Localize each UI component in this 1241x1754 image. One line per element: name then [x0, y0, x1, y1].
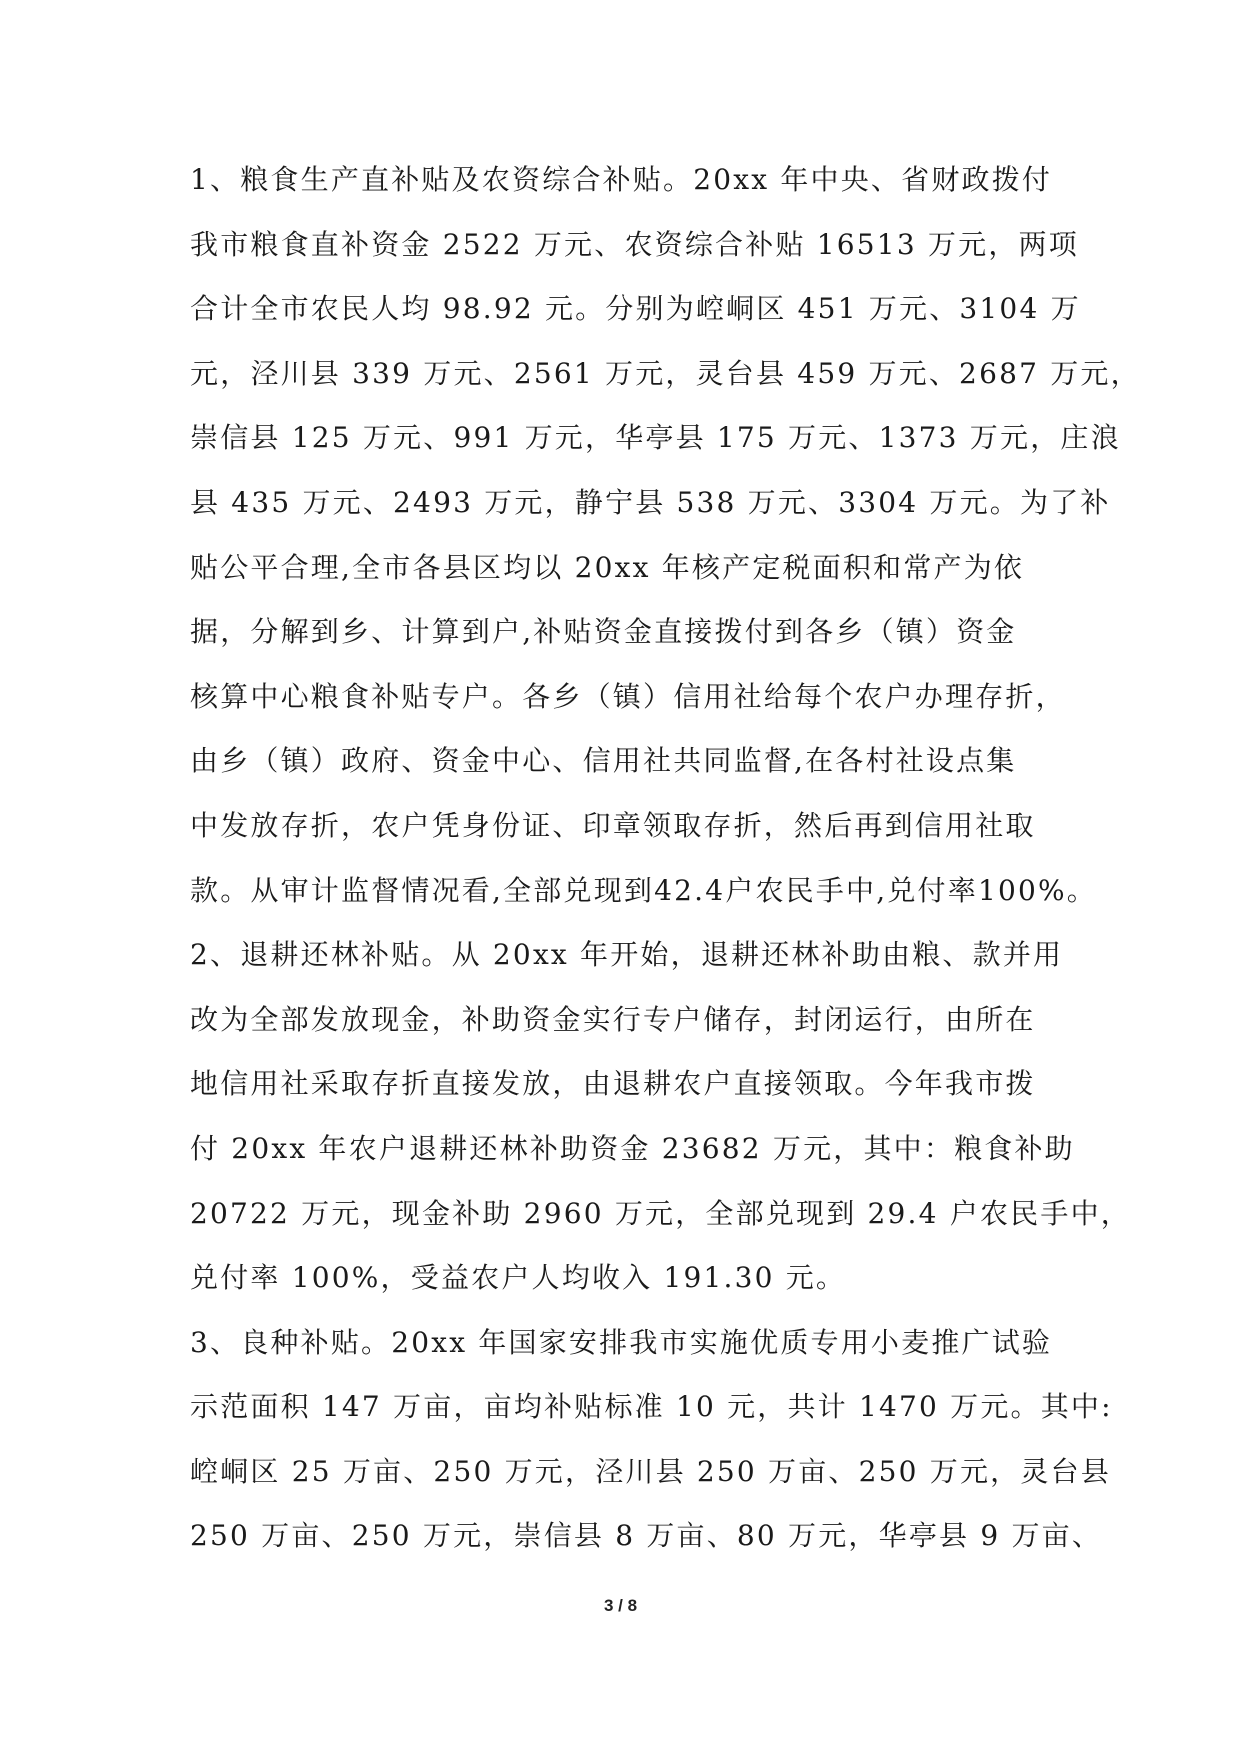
text-line: 改为全部发放现金，补助资金实行专户储存，封闭运行，由所在 — [190, 1002, 1036, 1036]
text-line: 核算中心粮食补贴专户。各乡（镇）信用社给每个农户办理存折， — [190, 679, 1066, 713]
text-line: 中发放存折，农户凭身份证、印章领取存折，然后再到信用社取 — [190, 808, 1036, 842]
body-text — [190, 148, 1141, 1569]
text-line: 地信用社采取存折直接发放，由退耕农户直接领取。今年我市拨 — [190, 1067, 1036, 1101]
page-number: 3 / 8 — [603, 1596, 638, 1615]
text-line: 3、良种补贴。20xx 年国家安排我市实施优质专用小麦推广试验 — [190, 1325, 1053, 1359]
text-line: 付 20xx 年农户退耕还林补助资金 23682 万元，其中：粮食补助 — [190, 1131, 1075, 1165]
text-line: 我市粮食直补资金 2522 万元、农资综合补贴 16513 万元，两项 — [190, 227, 1079, 261]
text-line: 崆峒区 25 万亩、250 万元，泾川县 250 万亩、250 万元，灵台县 — [190, 1454, 1111, 1488]
text-line: 20722 万元，现金补助 2960 万元，全部兑现到 29.4 户农民手中， — [190, 1196, 1131, 1230]
text-line: 元，泾川县 339 万元、2561 万元，灵台县 459 万元、2687 万元， — [190, 356, 1141, 390]
text-line: 示范面积 147 万亩，亩均补贴标准 10 元，共计 1470 万元。其中: — [190, 1390, 1113, 1424]
text-line: 1、粮食生产直补贴及农资综合补贴。20xx 年中央、省财政拨付 — [190, 163, 1053, 196]
text-line: 合计全市农民人均 98.92 元。分别为崆峒区 451 万元、3104 万 — [190, 292, 1081, 326]
text-line: 由乡（镇）政府、资金中心、信用社共同监督,在各村社设点集 — [190, 744, 1017, 778]
text-line: 款。从审计监督情况看,全部兑现到42.4户农民手中,兑付率100%。 — [190, 873, 1097, 907]
text-line: 据，分解到乡、计算到户,补贴资金直接拨付到各乡（镇）资金 — [190, 615, 1017, 649]
text-line: 2、退耕还林补贴。从 20xx 年开始，退耕还林补助由粮、款并用 — [190, 938, 1064, 972]
text-line: 贴公平合理,全市各县区均以 20xx 年核产定税面积和常产为依 — [190, 550, 1025, 584]
text-line: 崇信县 125 万元、991 万元，华亭县 175 万元、1373 万元，庄浪 — [190, 421, 1121, 455]
text-line: 兑付率 100%，受益农户人均收入 191.30 元。 — [190, 1261, 847, 1295]
text-line: 县 435 万元、2493 万元，静宁县 538 万元、3304 万元。为了补 — [190, 485, 1111, 519]
text-line: 250 万亩、250 万元，崇信县 8 万亩、80 万元，华亭县 9 万亩、 — [190, 1519, 1103, 1553]
